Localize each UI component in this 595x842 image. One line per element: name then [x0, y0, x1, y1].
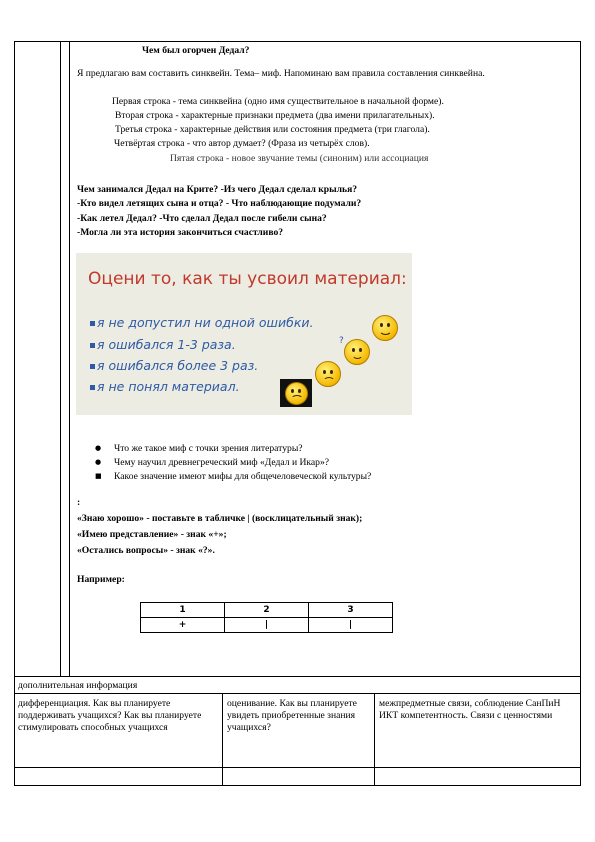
happy-smiley-icon [372, 315, 398, 341]
footer-title: дополнительная информация [18, 680, 138, 691]
rule-line-2: Вторая строка - характерные признаки предмета (два имени прилагательных). [115, 110, 435, 121]
sad-smiley-icon [315, 361, 341, 387]
rule-line-1: Первая строка - тема синквейна (одно имя существительное в начальной форме). [112, 96, 444, 107]
syncwine-intro: Я предлагаю вам составить синквейн. Тема– миф. Напоминаю вам правила составления синквейна. [77, 68, 485, 79]
rule-line-5: Пятая строка - новое звучание темы (синоним) или ассоциация [170, 153, 429, 164]
footer-left-line [14, 676, 15, 786]
eval-item-3: я ошибался более 3 раз. [90, 358, 258, 373]
bullet-item-1: Что же такое миф с точки зрения литературы? [114, 443, 303, 454]
footer-title-bottom-line [14, 693, 581, 694]
frame-left-line [14, 41, 15, 676]
footer-top-line [14, 676, 581, 677]
mark-rule-2: «Имею представление» - знак «+»; [77, 529, 227, 540]
example-label: Например: [77, 574, 125, 585]
example-table [140, 602, 393, 633]
mark-rule-3: «Остались вопросы» - знак «?». [77, 545, 215, 556]
footer-cell-differentiation: дифференциация. Как вы планируете поддерживать учащихся? Как вы планируете стимулировать способных учащихся [18, 698, 202, 733]
table-cell: 1 [141, 603, 225, 618]
footer-row-line [14, 767, 581, 768]
square-bullet-icon: ■ [95, 472, 102, 480]
footer-col-line-1 [222, 693, 223, 786]
mark-rule-1: «Знаю хорошо» - поставьте в табличке | (восклицательный знак); [77, 513, 363, 524]
table-row [141, 603, 393, 618]
footer-col-line-2 [374, 693, 375, 786]
bullet-item-2: Чему научил древнегреческий миф «Дедал и Икар»? [114, 457, 330, 468]
bullet-icon: ● [95, 458, 102, 466]
confused-smiley-icon [280, 379, 312, 407]
question-3: -Как летел Дедал? -Что сделал Дедал после гибели сына? [77, 213, 327, 224]
footer-cell-assessment: оценивание. Как вы планируете увидеть приобретенные знания учащихся? [227, 698, 357, 733]
frame-col-split-line [60, 41, 61, 676]
eval-title: Оцени то, как ты усвоил материал: [88, 269, 407, 289]
question-1: Чем занимался Дедал на Крите? -Из чего Дедал сделал крылья? [77, 184, 358, 195]
frame-inner-left-line [69, 41, 70, 676]
question-4: -Могла ли эта история закончиться счастливо? [77, 227, 284, 238]
question-2: -Кто видел летящих сына и отца? - Что наблюдающие подумали? [77, 198, 362, 209]
thinking-smiley-icon: ? [344, 339, 370, 365]
table-cell: 3 [309, 603, 393, 618]
table-cell: | [309, 618, 393, 633]
self-evaluation-image [76, 253, 412, 415]
footer-bottom-line [14, 785, 581, 786]
frame-top-line [14, 41, 581, 42]
table-cell: | [225, 618, 309, 633]
table-cell: + [141, 618, 225, 633]
question-title: Чем был огорчен Дедал? [142, 45, 250, 56]
footer-cell-interdisciplinary: межпредметные связи, соблюдение СанПиН ИКТ компетентность. Связи с ценностями [379, 698, 561, 721]
eval-item-4: я не понял материал. [90, 379, 240, 394]
rule-line-4: Четвёртая строка - что автор думает? (Фраза из четырёх слов). [114, 138, 370, 149]
bullet-item-3: Какое значение имеют мифы для общечеловеческой культуры? [114, 471, 372, 482]
eval-item-2: я ошибался 1-3 раза. [90, 337, 236, 352]
bullet-icon: ● [95, 444, 102, 452]
table-cell: 2 [225, 603, 309, 618]
eval-item-1: я не допустил ни одной ошибки. [90, 315, 313, 330]
colon-mark: : [77, 497, 81, 508]
frame-right-line [580, 41, 581, 785]
rule-line-3: Третья строка - характерные действия или состояния предмета (три глагола). [115, 124, 430, 135]
table-row [141, 618, 393, 633]
